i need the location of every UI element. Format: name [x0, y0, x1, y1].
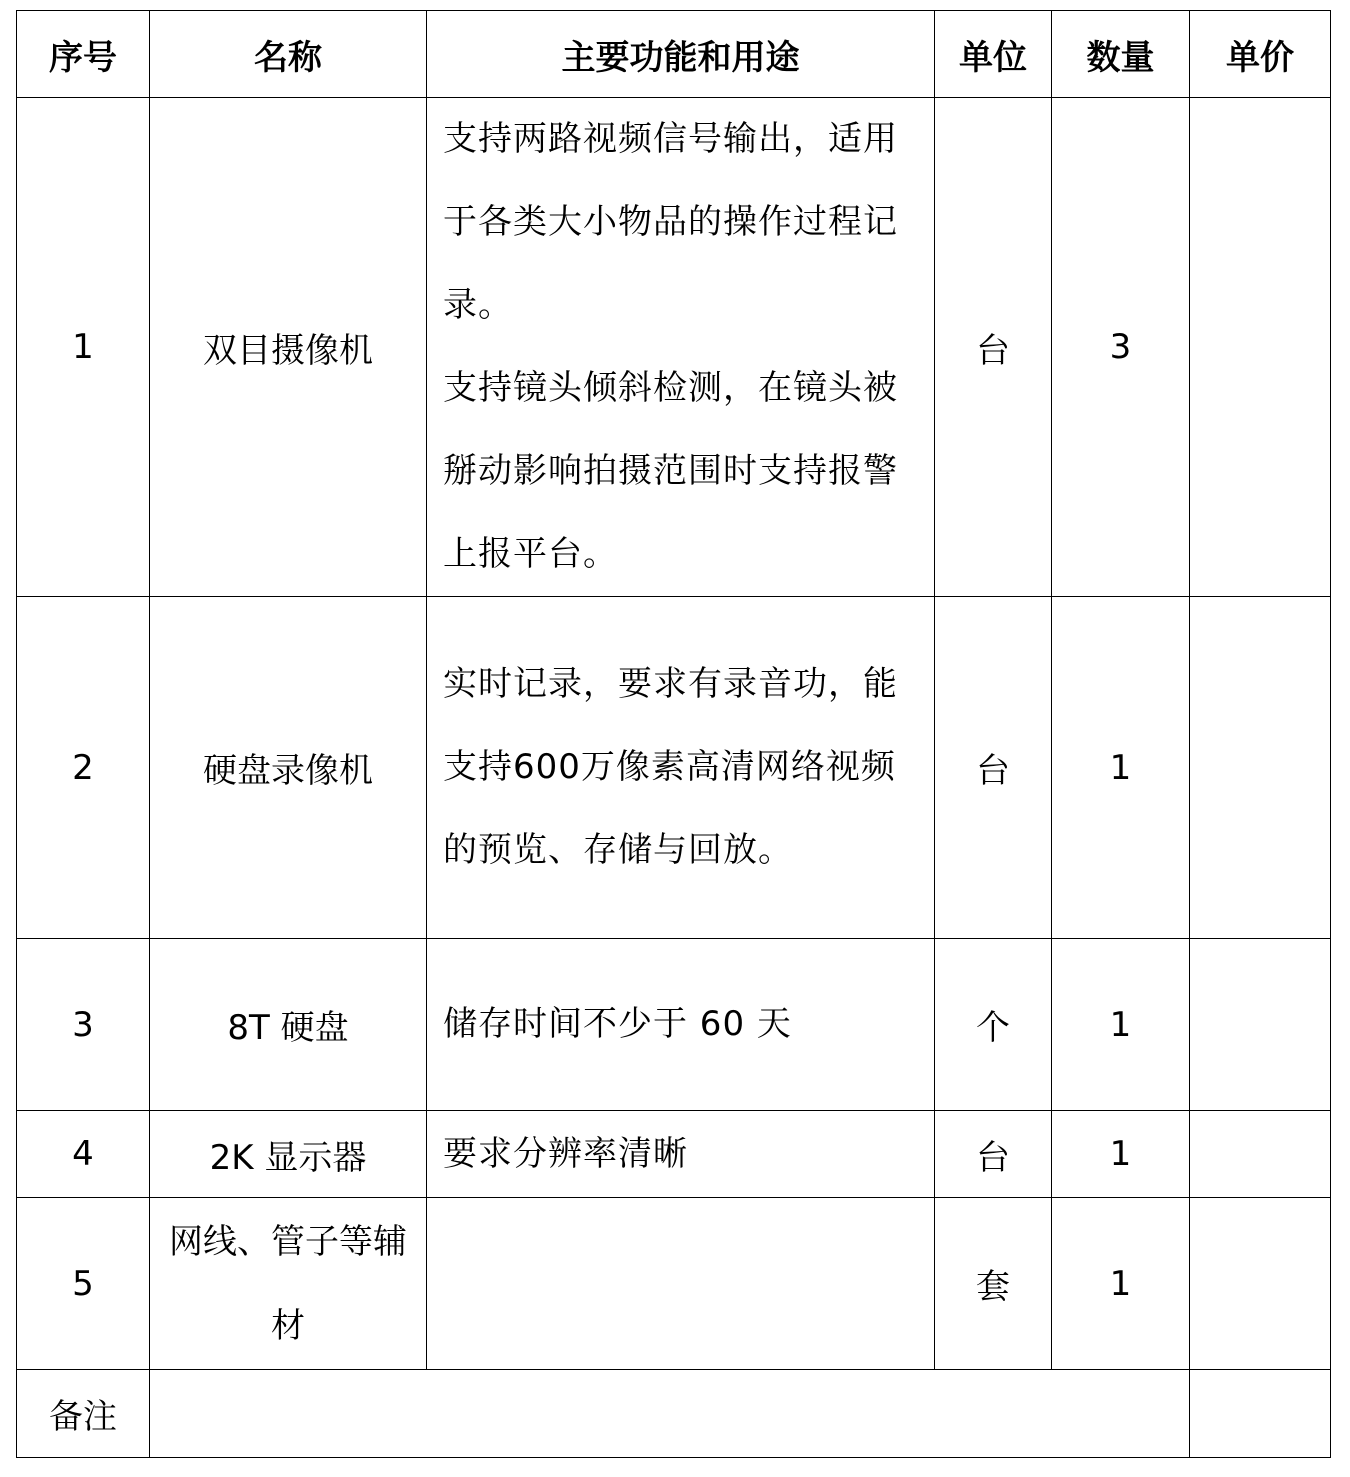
cell-quantity: 1	[1052, 939, 1190, 1111]
cell-unit: 台	[935, 98, 1052, 597]
cell-seq: 4	[17, 1111, 150, 1198]
function-paragraph: 支持镜头倾斜检测，在镜头被掰动影响拍摄范围时支持报警上报平台。	[443, 368, 898, 574]
cell-unit: 台	[935, 1111, 1052, 1198]
cell-name: 双目摄像机	[150, 98, 427, 597]
table-row	[17, 939, 1331, 1111]
cell-price	[1190, 597, 1331, 939]
cell-price	[1190, 1111, 1331, 1198]
cell-unit: 个	[935, 939, 1052, 1111]
cell-function	[427, 597, 935, 939]
function-paragraph: 储存时间不少于 60 天	[443, 1004, 792, 1044]
remark-value	[150, 1370, 1190, 1458]
cell-seq: 1	[17, 98, 150, 597]
cell-seq: 5	[17, 1198, 150, 1370]
equipment-table	[16, 10, 1331, 1458]
header-name: 名称	[150, 11, 427, 98]
table-row	[17, 1198, 1331, 1370]
function-paragraph: 支持两路视频信号输出，适用于各类大小物品的操作过程记录。	[443, 119, 898, 325]
cell-function	[427, 939, 935, 1111]
table-row	[17, 597, 1331, 939]
cell-name: 网线、管子等辅材	[150, 1198, 427, 1370]
remark-row	[17, 1370, 1331, 1458]
cell-function	[427, 98, 935, 597]
cell-name: 8T 硬盘	[150, 939, 427, 1111]
table-row	[17, 98, 1331, 597]
remark-label: 备注	[17, 1370, 150, 1458]
cell-price	[1190, 939, 1331, 1111]
header-function: 主要功能和用途	[427, 11, 935, 98]
cell-quantity: 1	[1052, 1198, 1190, 1370]
cell-seq: 3	[17, 939, 150, 1111]
cell-name: 2K 显示器	[150, 1111, 427, 1198]
function-paragraph: 实时记录，要求有录音功，能支持600万像素高清网络视频的预览、存储与回放。	[443, 664, 898, 870]
header-quantity: 数量	[1052, 11, 1190, 98]
cell-quantity: 1	[1052, 1111, 1190, 1198]
header-seq: 序号	[17, 11, 150, 98]
cell-price	[1190, 98, 1331, 597]
cell-price	[1190, 1198, 1331, 1370]
cell-quantity: 1	[1052, 597, 1190, 939]
cell-seq: 2	[17, 597, 150, 939]
cell-unit: 台	[935, 597, 1052, 939]
function-paragraph: 要求分辨率清晰	[443, 1133, 688, 1174]
cell-name: 硬盘录像机	[150, 597, 427, 939]
header-unit: 单位	[935, 11, 1052, 98]
cell-unit: 套	[935, 1198, 1052, 1370]
cell-function	[427, 1111, 935, 1198]
table-row	[17, 1111, 1331, 1198]
table-header-row	[17, 11, 1331, 98]
remark-price	[1190, 1370, 1331, 1458]
header-price: 单价	[1190, 11, 1331, 98]
cell-quantity: 3	[1052, 98, 1190, 597]
cell-function	[427, 1198, 935, 1370]
